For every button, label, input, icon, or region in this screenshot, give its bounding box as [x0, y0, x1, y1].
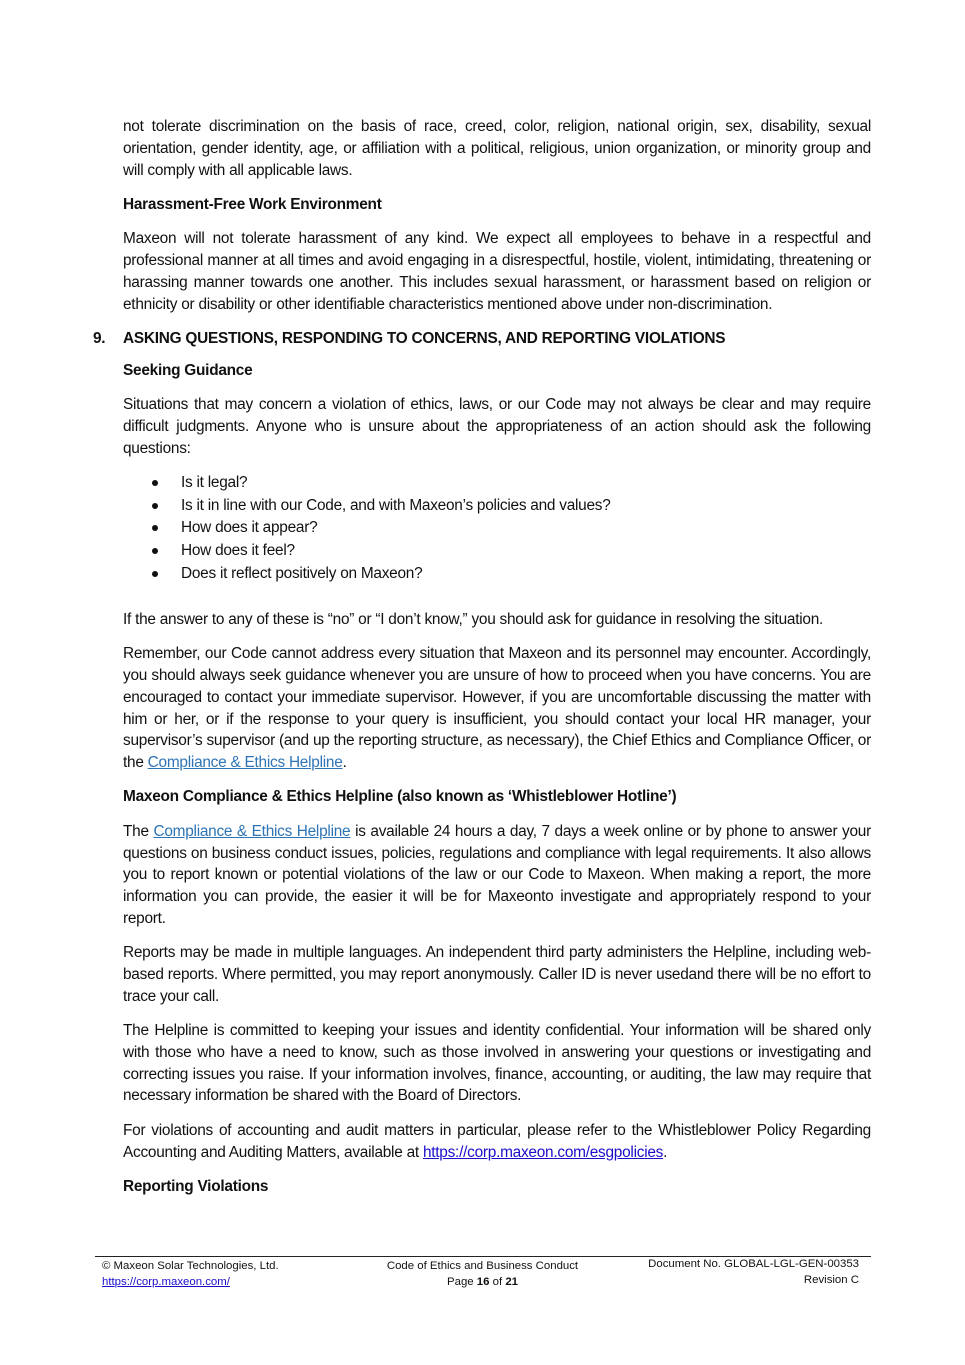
- list-item: Is it in line with our Code, and with Maxeon’s policies and values?: [123, 495, 871, 518]
- bullet-icon: [152, 571, 158, 577]
- helpline-link[interactable]: Compliance & Ethics Helpline: [153, 822, 351, 840]
- reporting-violations-heading: Reporting Violations: [123, 1177, 269, 1195]
- section-9-heading: [93, 328, 871, 350]
- page-footer: [95, 1256, 871, 1288]
- footer-website-link[interactable]: https://corp.maxeon.com/: [102, 1275, 230, 1288]
- non-discrimination-paragraph: not tolerate discrimination on the basis of race, creed, color, religion, national origin, sex, disability, sexual orientation, gender identity, age, or affiliation with a political, religious, union organization, or minority group and will comply with all applicable laws.: [123, 118, 871, 179]
- section-title: ASKING QUESTIONS, RESPONDING TO CONCERNS, AND REPORTING VIOLATIONS: [123, 329, 726, 347]
- bullet-icon: [152, 548, 158, 554]
- footer-page-number: Page 16 of 21: [447, 1275, 518, 1288]
- footer-right: [648, 1257, 859, 1288]
- bullet-icon: [152, 480, 158, 486]
- helpline-link[interactable]: Compliance & Ethics Helpline: [147, 754, 343, 772]
- footer-revision: Revision C: [803, 1273, 859, 1286]
- footer-left: [102, 1259, 279, 1290]
- list-item: How does it feel?: [123, 540, 871, 563]
- seeking-guidance-heading: Seeking Guidance: [123, 361, 253, 379]
- section-number: 9.: [93, 329, 106, 347]
- bullet-icon: [152, 503, 158, 509]
- list-item: How does it appear?: [123, 517, 871, 540]
- list-item: Is it legal?: [123, 472, 871, 495]
- languages-paragraph: Reports may be made in multiple languages. An independent third party administers the Helpline, including web-based reports. Where permitted, you may report anonymously. Caller ID is never usedand there will be no effort to trace your call.: [123, 944, 871, 1005]
- list-item: Does it reflect positively on Maxeon?: [123, 563, 871, 586]
- guidance-questions-list: [123, 472, 871, 586]
- helpline-paragraph: The Compliance & Ethics Helpline is available 24 hours a day, 7 days a week online or by phone to answer your questions on business conduct issues, policies, regulations and compliance with legal requirements. It also allows you to report known or potential violations of the law or our Code to Maxeon. When making a report, the more information you can provide, the easier it will be for Maxeonto investigate and appropriately respond to your report.: [123, 822, 871, 927]
- harassment-heading: Harassment-Free Work Environment: [123, 195, 382, 213]
- answer-paragraph: If the answer to any of these is “no” or “I don’t know,” you should ask for guidance in resolving the situation.: [123, 610, 824, 628]
- seeking-guidance-paragraph: Situations that may concern a violation of ethics, laws, or our Code may not always be clear and may require difficult judgments. Anyone who is unsure about the appropriateness of an action should ask the following questions:: [123, 395, 871, 457]
- footer-document-number: Document No. GLOBAL-LGL-GEN-00353: [648, 1258, 859, 1270]
- esg-policies-link[interactable]: https://corp.maxeon.com/esgpolicies: [422, 1143, 664, 1161]
- remember-paragraph: Remember, our Code cannot address every situation that Maxeon and its personnel may encounter. Accordingly, you should always seek guidance whenever you are unsure of how to proceed when you have concerns. You are encouraged to contact your immediate supervisor. However, if you are uncomfortable discussing the matter with him or her, or if the response to your query is insufficient, you should contact your local HR manager, your supervisor’s supervisor (and up the reporting structure, as necessary), the Chief Ethics and Compliance Officer, or the Compliance & Ethics Helpline.: [123, 645, 871, 772]
- footer-document-title: Code of Ethics and Business Conduct: [386, 1260, 579, 1272]
- whistleblower-policy-paragraph: For violations of accounting and audit matters in particular, please refer to the Whistleblower Policy Regarding Accounting and Auditing Matters, available at https://corp.maxeon.com/esgpolicies.: [123, 1121, 871, 1161]
- footer-copyright: © Maxeon Solar Technologies, Ltd.: [102, 1260, 279, 1272]
- confidentiality-paragraph: The Helpline is committed to keeping your issues and identity confidential. Your information will be shared only with those who have a need to know, such as those involved in answering your questions or investigating and correcting issues you raise. If your information involves, finance, accounting, or auditing, the law may require that necessary information be shared with the Board of Directors.: [123, 1022, 871, 1105]
- page-content: [93, 116, 871, 1210]
- footer-center: [355, 1259, 610, 1290]
- harassment-paragraph: Maxeon will not tolerate harassment of any kind. We expect all employees to behave in a respectful and professional manner at all times and avoid engaging in a disrespectful, hostile, violent, intimidating, threatening or harassing manner towards one another. This includes sexual harassment, or harassment based on religion or ethnicity or disability or other identifiable characteristics mentioned above under non-discrimination.: [123, 230, 871, 313]
- bullet-icon: [152, 525, 158, 531]
- helpline-heading: Maxeon Compliance & Ethics Helpline (also known as ‘Whistleblower Hotline’): [123, 788, 677, 806]
